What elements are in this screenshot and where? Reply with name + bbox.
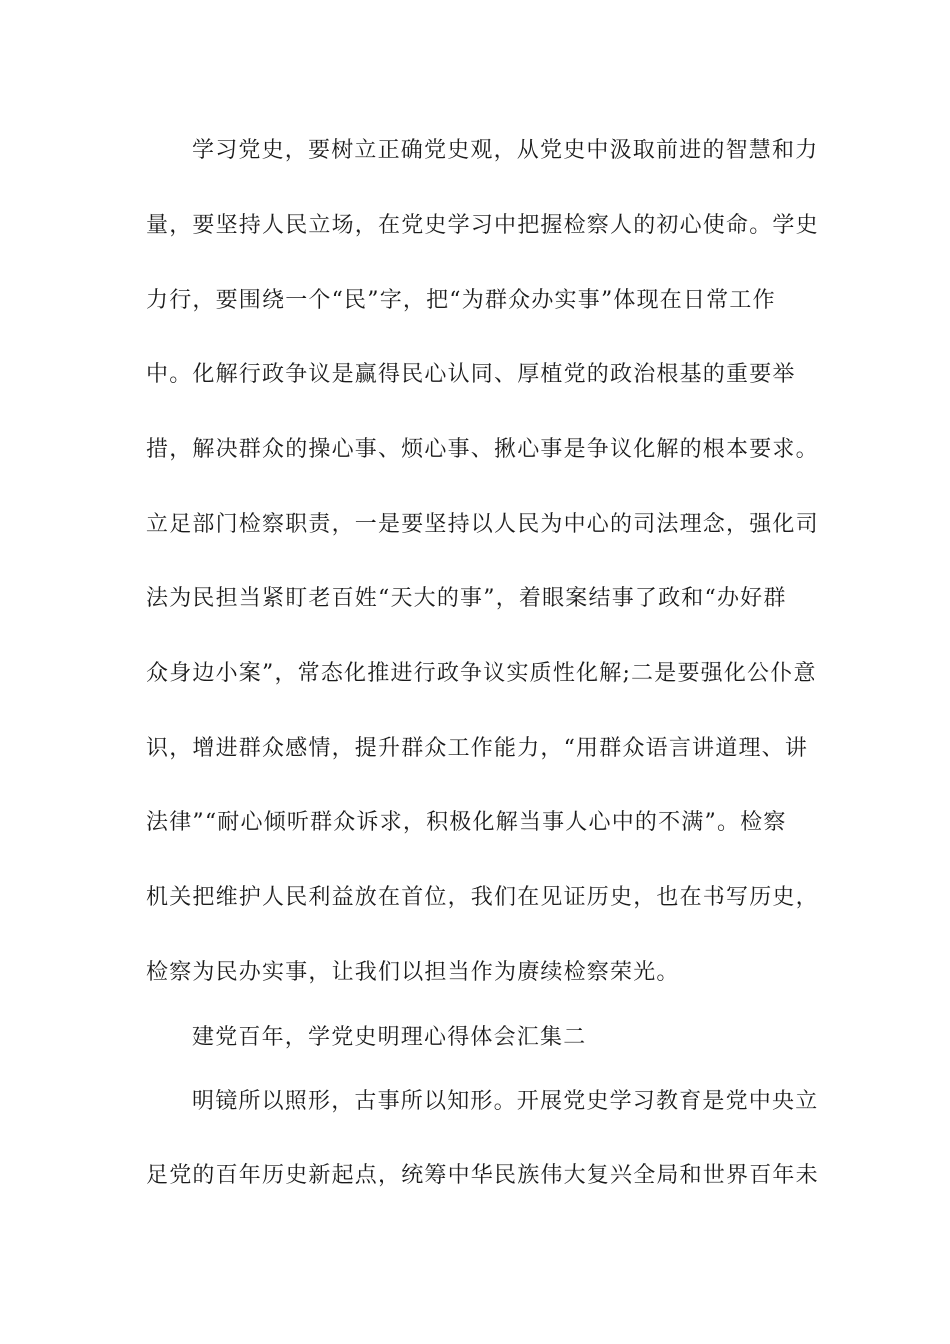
paragraph-line: 众身边小案”，常态化推进行政争议实质性化解;二是要强化公仆意	[146, 661, 817, 686]
paragraph-line: 法为民担当紧盯老百姓“天大的事”，着眼案结事了政和“办好群	[146, 586, 787, 611]
paragraph-line: 识，增进群众感情，提升群众工作能力，“用群众语言讲道理、讲	[146, 736, 809, 761]
paragraph-line: 措，解决群众的操心事、烦心事、揪心事是争议化解的根本要求。	[146, 437, 819, 462]
paragraph-line: 机关把维护人民利益放在首位，我们在见证历史，也在书写历史，	[146, 885, 819, 910]
paragraph-line: 学习党史，要树立正确党史观，从党史中汲取前进的智慧和力	[192, 138, 819, 163]
paragraph-line: 立足部门检察职责，一是要坚持以人民为中心的司法理念，强化司	[146, 512, 819, 537]
paragraph-line: 检察为民办实事，让我们以担当作为赓续检察荣光。	[146, 960, 680, 985]
paragraph-line: 量，要坚持人民立场，在党史学习中把握检察人的初心使命。学史	[146, 213, 819, 238]
paragraph-line: 法律”“耐心倾听群众诉求，积极化解当事人心中的不满”。检察	[146, 810, 787, 835]
paragraph-line: 中。化解行政争议是赢得民心认同、厚植党的政治根基的重要举	[146, 362, 796, 387]
paragraph-line: 力行，要围绕一个“民”字，把“为群众办实事”体现在日常工作	[146, 288, 776, 313]
paragraph-line: 足党的百年历史新起点，统筹中华民族伟大复兴全局和世界百年未	[146, 1163, 819, 1188]
paragraph-line: 明镜所以照形，古事所以知形。开展党史学习教育是党中央立	[192, 1089, 819, 1114]
section-heading: 建党百年，学党史明理心得体会汇集二	[192, 1025, 587, 1050]
